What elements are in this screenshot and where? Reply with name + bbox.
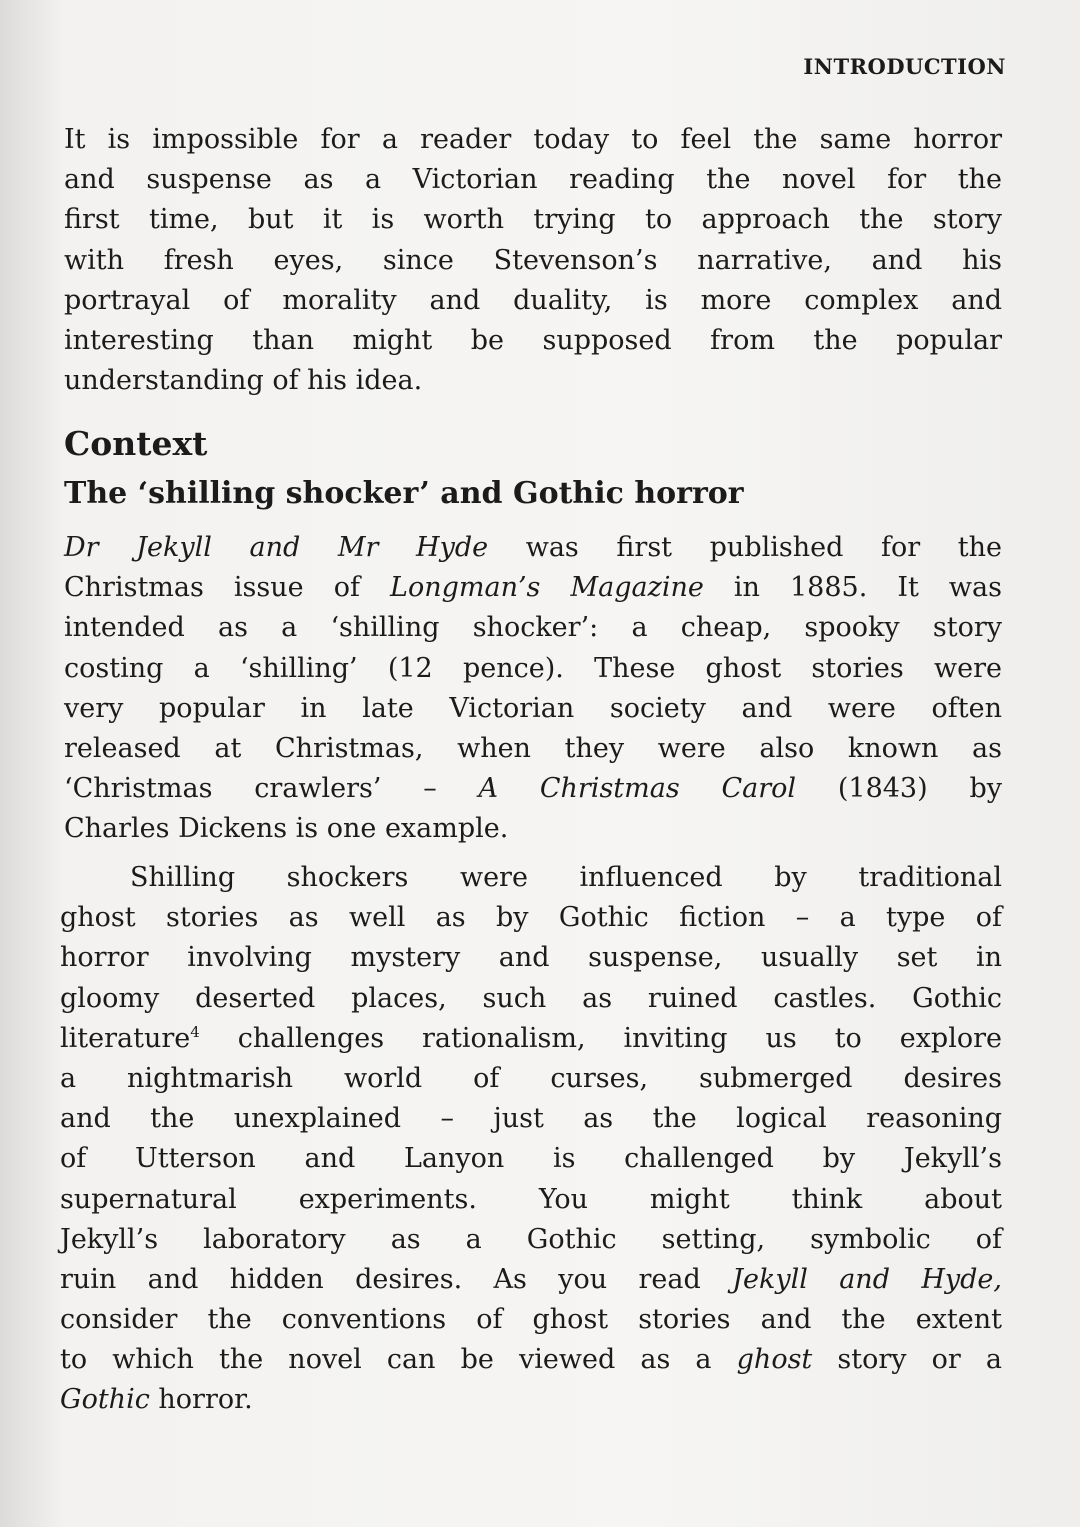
text-run: understanding of his idea. bbox=[64, 365, 423, 397]
text-line bbox=[64, 361, 1002, 401]
italic-text: A Christmas Carol bbox=[478, 773, 797, 805]
text-run: very popular in late Victorian society and were often bbox=[64, 692, 1002, 724]
text-line bbox=[60, 1340, 1002, 1380]
text-line bbox=[64, 568, 1002, 608]
text-run: interesting than might be supposed from the popular bbox=[64, 324, 1002, 356]
text-run: horror. bbox=[149, 1384, 253, 1416]
text-line bbox=[64, 200, 1002, 240]
text-line bbox=[60, 979, 1002, 1019]
text-line bbox=[60, 898, 1002, 938]
text-run: supernatural experiments. You might think about bbox=[60, 1183, 1002, 1215]
text-line bbox=[60, 1139, 1002, 1179]
text-line bbox=[64, 769, 1002, 809]
text-run: in 1885. It was bbox=[703, 572, 1002, 604]
text-run: literature bbox=[60, 1022, 191, 1054]
paragraph-intro bbox=[64, 120, 1002, 401]
text-run: Jekyll’s laboratory as a Gothic setting, symbolic of bbox=[60, 1223, 1002, 1255]
italic-text: Gothic bbox=[60, 1384, 150, 1416]
italic-text: Dr Jekyll and Mr Hyde bbox=[64, 532, 489, 563]
running-head: INTRODUCTION bbox=[803, 54, 1006, 79]
paragraph-gothic bbox=[60, 858, 1002, 1421]
italic-text: Jekyll and Hyde, bbox=[732, 1263, 1002, 1295]
text-line bbox=[64, 321, 1002, 361]
text-run: was first published for the bbox=[488, 532, 1002, 563]
text-line bbox=[64, 729, 1002, 769]
text-line bbox=[60, 858, 1002, 898]
text-run: to which the novel can be viewed as a bbox=[60, 1344, 737, 1376]
italic-text: Longman’s Magazine bbox=[390, 572, 704, 604]
text-line bbox=[64, 281, 1002, 321]
text-run: intended as a ‘shilling shocker’: a cheap, spooky story bbox=[64, 612, 1002, 644]
text-line bbox=[60, 1300, 1002, 1340]
text-run: It is impossible for a reader today to feel the same horror bbox=[64, 124, 1002, 155]
text-line bbox=[64, 528, 1002, 568]
text-run: Charles Dickens is one example. bbox=[64, 813, 509, 845]
text-line bbox=[64, 120, 1002, 160]
text-run: gloomy deserted places, such as ruined castles. Gothic bbox=[60, 982, 1002, 1014]
text-run: horror involving mystery and suspense, usually set in bbox=[60, 942, 1002, 974]
subsection-heading: The ‘shilling shocker’ and Gothic horror bbox=[64, 476, 744, 511]
text-line bbox=[60, 1019, 1002, 1059]
text-line bbox=[60, 1260, 1002, 1300]
text-line bbox=[60, 1220, 1002, 1260]
text-line bbox=[64, 241, 1002, 281]
text-run: Christmas issue of bbox=[64, 572, 391, 604]
italic-text: ghost bbox=[736, 1344, 813, 1376]
paragraph-shilling-shocker bbox=[64, 528, 1002, 850]
text-run: story or a bbox=[812, 1344, 1002, 1376]
text-line bbox=[64, 689, 1002, 729]
text-run: and the unexplained – just as the logical reasoning bbox=[60, 1103, 1002, 1135]
text-run: ‘Christmas crawlers’ – bbox=[64, 773, 479, 805]
text-run: with fresh eyes, since Stevenson’s narrative, and his bbox=[64, 244, 1002, 276]
text-line bbox=[60, 1059, 1002, 1099]
text-run: challenges rationalism, inviting us to explore bbox=[199, 1022, 1002, 1054]
text-line bbox=[64, 160, 1002, 200]
text-line bbox=[64, 608, 1002, 648]
text-run: ghost stories as well as by Gothic fiction – a type of bbox=[60, 902, 1002, 934]
text-run: ruin and hidden desires. As you read bbox=[60, 1263, 733, 1295]
text-run: and suspense as a Victorian reading the novel for the bbox=[64, 164, 1002, 196]
text-line bbox=[60, 1099, 1002, 1139]
text-line bbox=[60, 938, 1002, 978]
text-run: costing a ‘shilling’ (12 pence). These ghost stories were bbox=[64, 652, 1002, 684]
section-heading: Context bbox=[64, 424, 208, 463]
text-run: (1843) by bbox=[796, 773, 1002, 805]
text-line bbox=[64, 809, 1002, 849]
text-run: released at Christmas, when they were also known as bbox=[64, 732, 1002, 764]
text-run: first time, but it is worth trying to approach the story bbox=[64, 204, 1002, 236]
text-run: consider the conventions of ghost stories and the extent bbox=[60, 1304, 1002, 1336]
text-run: portrayal of morality and duality, is more complex and bbox=[64, 284, 1002, 316]
text-line bbox=[64, 649, 1002, 689]
text-run: a nightmarish world of curses, submerged desires bbox=[60, 1062, 1002, 1094]
text-line bbox=[60, 1180, 1002, 1220]
footnote-marker: 4 bbox=[190, 1022, 200, 1041]
text-run: of Utterson and Lanyon is challenged by Jekyll’s bbox=[60, 1143, 1002, 1175]
text-line bbox=[60, 1380, 1002, 1420]
text-run: Shilling shockers were influenced by traditional bbox=[130, 862, 1002, 893]
